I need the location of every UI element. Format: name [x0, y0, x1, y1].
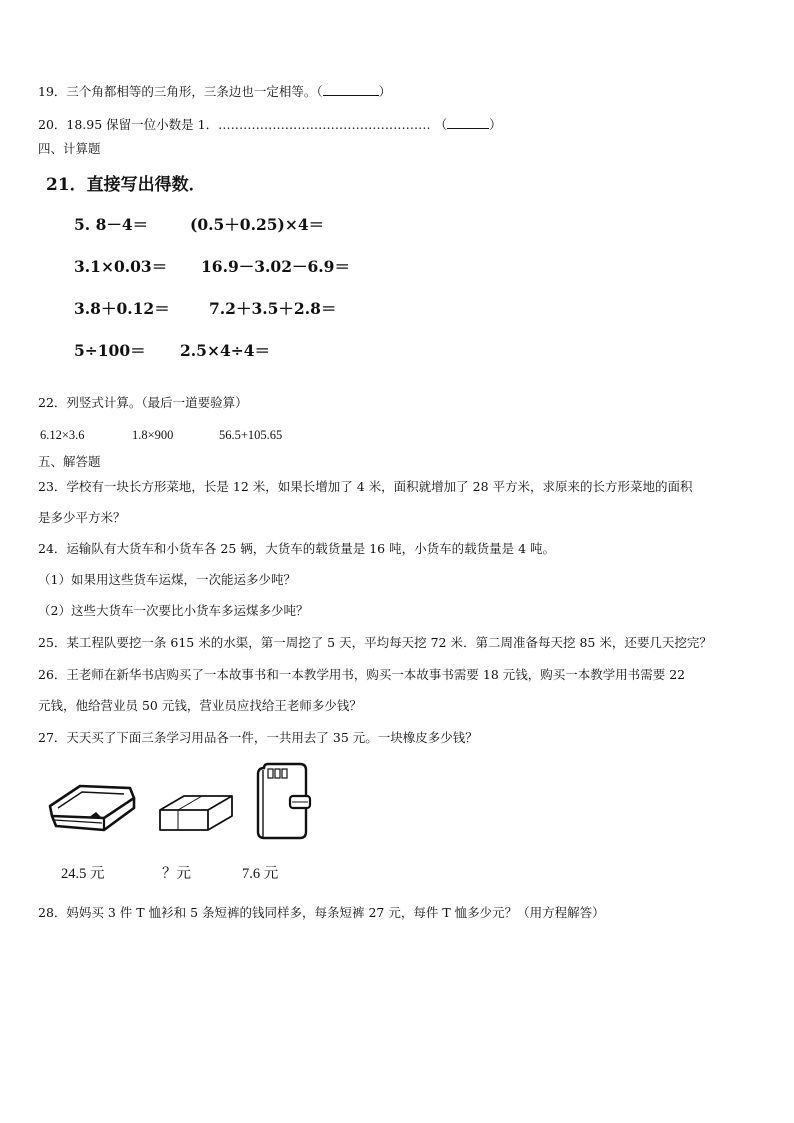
- answer-blank-19[interactable]: [323, 83, 379, 96]
- question-24-text: 24．运输队有大货车和小货车各 25 辆，大货车的载货量是 16 吨，小货车的载货量是 4 吨。: [38, 541, 556, 556]
- section-5-heading: 五、解答题: [38, 454, 101, 469]
- calc-item-1: 5. 8－4＝: [74, 215, 149, 234]
- question-26-line-1: 26．王老师在新华书店购买了一本故事书和一本教学用书，购买一本故事书需要 18 元钱，购买一本教学用书需要 22: [38, 667, 686, 682]
- question-19-close: ）: [378, 84, 392, 99]
- question-23-line-2: 是多少平方米？: [38, 510, 126, 525]
- question-21-title: 21．直接写出得数．: [46, 175, 206, 195]
- question-20-text: 20．18.95 保留一位小数是 1．…………………………………………… （: [38, 117, 448, 132]
- eraser-icon: [156, 790, 236, 836]
- vertical-calc-3: 56.5+105.65: [219, 428, 283, 442]
- question-26-line-2: 元钱，他给营业员 50 元钱，营业员应找给王老师多少钱？: [38, 698, 362, 713]
- calc-item-6: 7.2＋3.5＋2.8＝: [209, 299, 337, 318]
- question-25-text: 25．某工程队要挖一条 615 米的水渠，第一周挖了 5 天，平均每天挖 72 米．第二周准备每天挖 85 米，还要几天挖完？: [38, 635, 712, 650]
- notebook-icon: [254, 762, 314, 842]
- pencil-case-icon: [44, 778, 140, 836]
- question-22-title: 22．列竖式计算。（最后一道要验算）: [38, 395, 248, 410]
- question-23-line-1: 23．学校有一块长方形菜地，长是 12 米，如果长增加了 4 米，面积就增加了 28 平方米，求原来的长方形菜地的面积: [38, 479, 693, 494]
- calc-item-2: (0.5＋0.25)×4＝: [190, 215, 325, 234]
- calc-item-8: 2.5×4÷4＝: [180, 341, 271, 360]
- calc-item-7: 5÷100＝: [74, 341, 146, 360]
- answer-blank-20[interactable]: [447, 116, 489, 129]
- price-pencil-case: 24.5 元: [61, 866, 105, 882]
- vertical-calc-1: 6.12×3.6: [40, 428, 85, 442]
- question-27-text: 27．天天买了下面三条学习用品各一件，一共用去了 35 元。一块橡皮多少钱？: [38, 730, 478, 745]
- question-19-text: 19．三个角都相等的三角形，三条边也一定相等。（: [38, 84, 323, 99]
- question-24-sub-1: （1）如果用这些货车运煤，一次能运多少吨？: [38, 572, 296, 587]
- question-20: [38, 116, 502, 133]
- calc-item-5: 3.8＋0.12＝: [74, 299, 170, 318]
- price-eraser: ？元: [162, 866, 191, 882]
- section-4-heading: 四、计算题: [38, 141, 101, 156]
- question-19: [38, 83, 391, 100]
- question-28-text: 28．妈妈买 3 件 T 恤衫和 5 条短裤的钱同样多，每条短裤 27 元，每件 T 恤多少元？（用方程解答）: [38, 905, 605, 920]
- price-notebook: 7.6 元: [242, 866, 279, 882]
- calc-item-4: 16.9－3.02－6.9＝: [201, 257, 350, 276]
- question-20-close: ）: [489, 117, 502, 132]
- question-24-sub-2: （2）这些大货车一次要比小货车多运煤多少吨？: [38, 603, 309, 618]
- vertical-calc-2: 1.8×900: [132, 428, 174, 442]
- calc-item-3: 3.1×0.03＝: [74, 257, 168, 276]
